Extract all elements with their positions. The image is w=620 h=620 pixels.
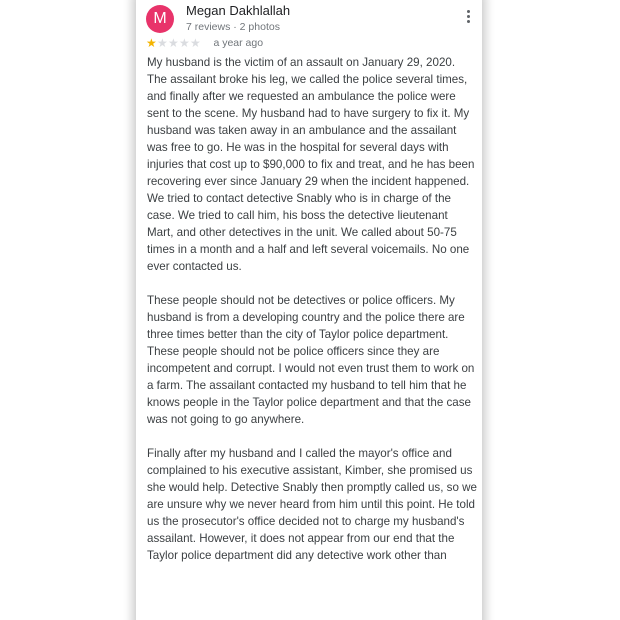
star-filled-icon: ★ [146, 36, 157, 50]
rating-row [146, 36, 263, 50]
star-empty-icon: ★ [190, 36, 201, 50]
review-header [146, 2, 476, 36]
review-card [136, 0, 482, 620]
more-options-icon[interactable] [464, 10, 472, 28]
review-paragraph: My husband is the victim of an assault on January 29, 2020. The assailant broke his leg, we called the police several times, and finally after we requested an ambulance the police were sent to the scene. My husband had to have surgery to fix it. My husband was taken away in an ambulance and the assailant was free to go. He was in the hospital for several days with injuries that cost up to $90,000 to fix and treat, and he has been recovering ever since January 29 when the incident happened. We tried to contact detective Snably who is in charge of the case. We tried to call him, his boss the detective lieutenant Mart, and other detectives in the unit. We called about 50-75 times in a month and a half and left several voicemails. No one ever contacted us. [147, 56, 475, 273]
review-text [147, 54, 477, 581]
star-rating [146, 36, 201, 53]
reviewer-name[interactable]: Megan Dakhlallah [186, 3, 291, 18]
review-paragraph: These people should not be detectives or police officers. My husband is from a developing country and the police there are three times better than the city of Taylor police department. These people should not be police officers since they are incompetent and corrupt. I would not even trust them to work on a farm. The assailant contacted my husband to tell him that he knows people in the Taylor police department and that the case was not going to go anywhere. [147, 294, 475, 426]
review-paragraph: Finally after my husband and I called the mayor's office and complained to his executive assistant, Kimber, she promised us she would help. Detective Snably then promptly called us, so we are unsure why we never heard from him until this point. He told us the prosecutor's office decided not to charge my husband's assailant. However, it does not appear from our end that the Taylor police department did any detective work other than [147, 447, 477, 562]
review-time: a year ago [213, 37, 264, 49]
star-empty-icon: ★ [179, 36, 190, 50]
avatar[interactable]: M [146, 5, 174, 33]
reviewer-meta: 7 reviews · 2 photos [186, 21, 280, 33]
star-empty-icon: ★ [168, 36, 179, 50]
star-empty-icon: ★ [157, 36, 168, 50]
